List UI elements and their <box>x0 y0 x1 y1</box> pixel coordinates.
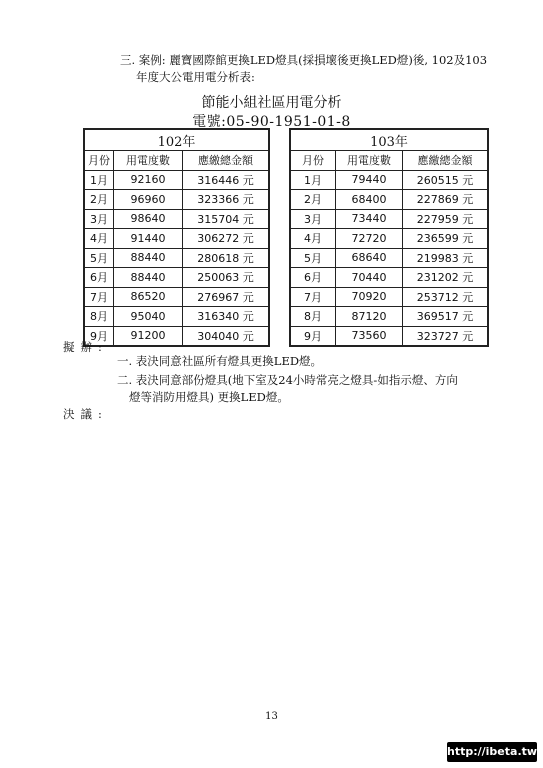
table-row <box>290 229 488 249</box>
proposal-item-2-continued: 燈等消防用燈具) 更換LED燈。 <box>129 390 289 404</box>
cell-amount: 304040 元 <box>183 326 270 346</box>
table-row <box>84 268 269 288</box>
cell-month: 3月 <box>290 209 336 229</box>
cell-amount: 323366 元 <box>183 190 270 210</box>
table-title: 節能小組社區用電分析 <box>201 95 342 111</box>
cell-month: 4月 <box>290 229 336 249</box>
usage-table-103 <box>289 128 489 347</box>
cell-amount: 236599 元 <box>403 229 489 249</box>
year-header: 102年 <box>84 129 269 151</box>
proposal-label: 擬辦: <box>63 340 108 354</box>
cell-month: 5月 <box>84 248 114 268</box>
cell-month: 1月 <box>84 170 114 190</box>
proposal-item-1: 一. 表決同意社區所有燈具更換LED燈。 <box>117 354 323 368</box>
cell-usage: 70440 <box>336 268 403 288</box>
column-header-month: 月份 <box>290 151 336 171</box>
column-header-amount: 應繳總金額 <box>183 151 270 171</box>
cell-month: 9月 <box>290 326 336 346</box>
table-row <box>290 248 488 268</box>
cell-amount: 315704 元 <box>183 209 270 229</box>
cell-usage: 72720 <box>336 229 403 249</box>
table-row <box>290 326 488 346</box>
cell-month: 3月 <box>84 209 114 229</box>
meter-number: 電號:05-90-1951-01-8 <box>192 114 351 130</box>
cell-amount: 227869 元 <box>403 190 489 210</box>
cell-amount: 306272 元 <box>183 229 270 249</box>
table-row <box>84 229 269 249</box>
cell-amount: 227959 元 <box>403 209 489 229</box>
cell-usage: 87120 <box>336 307 403 327</box>
cell-amount: 369517 元 <box>403 307 489 327</box>
cell-usage: 88440 <box>114 268 183 288</box>
cell-month: 7月 <box>84 287 114 307</box>
cell-amount: 260515 元 <box>403 170 489 190</box>
cell-usage: 68400 <box>336 190 403 210</box>
table-row <box>84 190 269 210</box>
cell-usage: 92160 <box>114 170 183 190</box>
resolution-label: 決議: <box>63 407 108 421</box>
cell-usage: 96960 <box>114 190 183 210</box>
column-header-usage: 用電度數 <box>336 151 403 171</box>
table-row <box>84 307 269 327</box>
table-row <box>84 287 269 307</box>
column-header-usage: 用電度數 <box>114 151 183 171</box>
cell-month: 5月 <box>290 248 336 268</box>
cell-usage: 73560 <box>336 326 403 346</box>
table-row <box>84 209 269 229</box>
table-body-102 <box>84 170 269 346</box>
case-intro-line-2: 年度大公電用電分析表: <box>136 70 255 84</box>
cell-amount: 316446 元 <box>183 170 270 190</box>
table-row <box>290 209 488 229</box>
usage-table-102 <box>83 128 270 347</box>
table-row <box>84 326 269 346</box>
cell-month: 2月 <box>84 190 114 210</box>
cell-month: 1月 <box>290 170 336 190</box>
cell-amount: 316340 元 <box>183 307 270 327</box>
cell-amount: 253712 元 <box>403 287 489 307</box>
cell-usage: 70920 <box>336 287 403 307</box>
proposal-item-2: 二. 表決同意部份燈具(地下室及24小時常亮之燈具-如指示燈、方向 <box>117 373 458 387</box>
column-header-amount: 應繳總金額 <box>403 151 489 171</box>
cell-usage: 88440 <box>114 248 183 268</box>
column-header-month: 月份 <box>84 151 114 171</box>
cell-amount: 276967 元 <box>183 287 270 307</box>
cell-month: 6月 <box>84 268 114 288</box>
cell-month: 9月 <box>84 326 114 346</box>
cell-usage: 79440 <box>336 170 403 190</box>
table-row <box>290 170 488 190</box>
table-row <box>290 307 488 327</box>
cell-amount: 280618 元 <box>183 248 270 268</box>
cell-amount: 323727 元 <box>403 326 489 346</box>
table-row <box>84 248 269 268</box>
case-intro-line-1: 三. 案例: 麗寶國際館更換LED燈具(採損壞後更換LED燈)後, 102及103 <box>120 53 488 67</box>
cell-month: 4月 <box>84 229 114 249</box>
case-intro <box>120 52 515 86</box>
cell-usage: 91440 <box>114 229 183 249</box>
cell-amount: 219983 元 <box>403 248 489 268</box>
cell-usage: 73440 <box>336 209 403 229</box>
watermark: http://ibeta.tw <box>447 742 537 762</box>
year-header: 103年 <box>290 129 488 151</box>
cell-usage: 68640 <box>336 248 403 268</box>
cell-month: 2月 <box>290 190 336 210</box>
cell-usage: 91200 <box>114 326 183 346</box>
page-number: 13 <box>265 711 278 722</box>
cell-month: 6月 <box>290 268 336 288</box>
cell-month: 8月 <box>84 307 114 327</box>
cell-usage: 98640 <box>114 209 183 229</box>
cell-usage: 95040 <box>114 307 183 327</box>
table-row <box>290 268 488 288</box>
cell-usage: 86520 <box>114 287 183 307</box>
cell-amount: 231202 元 <box>403 268 489 288</box>
cell-month: 7月 <box>290 287 336 307</box>
table-row <box>290 190 488 210</box>
table-row <box>84 170 269 190</box>
cell-amount: 250063 元 <box>183 268 270 288</box>
table-body-103 <box>290 170 488 346</box>
cell-month: 8月 <box>290 307 336 327</box>
table-row <box>290 287 488 307</box>
